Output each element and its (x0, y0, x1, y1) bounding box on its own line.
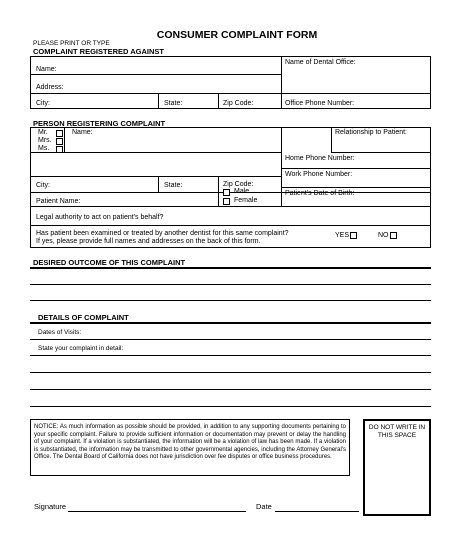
person-name-label: Name: (72, 129, 93, 136)
complaint-line[interactable] (30, 372, 431, 373)
female-label: Female (234, 197, 258, 204)
dates-of-visits-label: Dates of Visits: (38, 329, 82, 336)
against-address-label: Address: (36, 84, 64, 91)
complaint-line[interactable] (30, 406, 431, 407)
mr-label: Mr. (38, 129, 48, 136)
do-not-write-label: DO NOT WRITE IN THIS SPACE (368, 424, 426, 439)
date-line[interactable] (275, 511, 359, 512)
yes-checkbox[interactable] (350, 232, 357, 239)
against-state-label: State: (164, 100, 183, 107)
outcome-line[interactable] (30, 284, 431, 285)
ms-label: Ms. (38, 145, 50, 152)
against-name-label: Name: (36, 66, 57, 73)
dates-line[interactable] (30, 339, 431, 340)
office-phone-label: Office Phone Number: (285, 100, 355, 107)
legal-authority-label: Legal authority to act on patient's behalf? (36, 214, 164, 221)
mrs-checkbox[interactable] (56, 138, 63, 145)
home-phone-label: Home Phone Number: (285, 155, 355, 162)
no-checkbox[interactable] (390, 232, 397, 239)
work-phone-label: Work Phone Number: (285, 171, 353, 178)
person-registering-heading: PERSON REGISTERING COMPLAINT (33, 119, 166, 128)
examined-question: Has patient been examined or treated by another dentist for this same complaint? (36, 230, 289, 237)
female-checkbox[interactable] (223, 198, 230, 205)
complaint-line[interactable] (30, 355, 431, 356)
examined-note: If yes, please provide full names and addresses on the back of this form. (36, 238, 261, 245)
relationship-label: Relationship to Patient: (335, 129, 407, 136)
signature-label: Signature (34, 502, 67, 511)
dob-label: Patient's Date of Birth: (285, 190, 355, 197)
no-label: NO (378, 232, 389, 239)
state-complaint-label: State your complaint in detail: (38, 345, 124, 352)
against-city-label: City: (36, 100, 50, 107)
dental-office-name-label: Name of Dental Office: (285, 59, 356, 66)
outcome-line[interactable] (30, 300, 431, 301)
patient-name-label: Patient Name: (36, 198, 81, 205)
print-note: PLEASE PRINT OR TYPE (33, 40, 110, 47)
complaint-line[interactable] (30, 389, 431, 390)
desired-outcome-heading: DESIRED OUTCOME OF THIS COMPLAINT (33, 258, 186, 267)
male-checkbox[interactable] (223, 189, 230, 196)
signature-line[interactable] (68, 511, 246, 512)
date-label: Date (256, 502, 272, 511)
notice-text: NOTICE: As much information as possible should be provided, in addition to any supporting documents pertaining to your specific complaint. Failure to provide sufficient information or documentation may prevent or delay the handling of your complaint. If a violation is substantiated, the information will be a violation of law has been made. If a violation is substantiated, the information may be transmitted to other governmental agencies, including the Attorney General's Office. The Dental Board of California does not have jurisdiction over fee disputes or office business procedures. (34, 424, 346, 461)
details-heading: DETAILS OF COMPLAINT (38, 313, 129, 322)
mr-checkbox[interactable] (56, 130, 63, 137)
male-label: Male (234, 188, 250, 195)
person-zip-label: Zip Code: (223, 181, 254, 188)
person-city-label: City: (36, 182, 50, 189)
ms-checkbox[interactable] (56, 146, 63, 153)
mrs-label: Mrs. (38, 137, 52, 144)
registered-against-heading: COMPLAINT REGISTERED AGAINST (33, 47, 164, 56)
form-title: CONSUMER COMPLAINT FORM (156, 29, 318, 41)
person-state-label: State: (164, 182, 183, 189)
against-zip-label: Zip Code: (223, 100, 254, 107)
yes-label: YES (335, 232, 350, 239)
